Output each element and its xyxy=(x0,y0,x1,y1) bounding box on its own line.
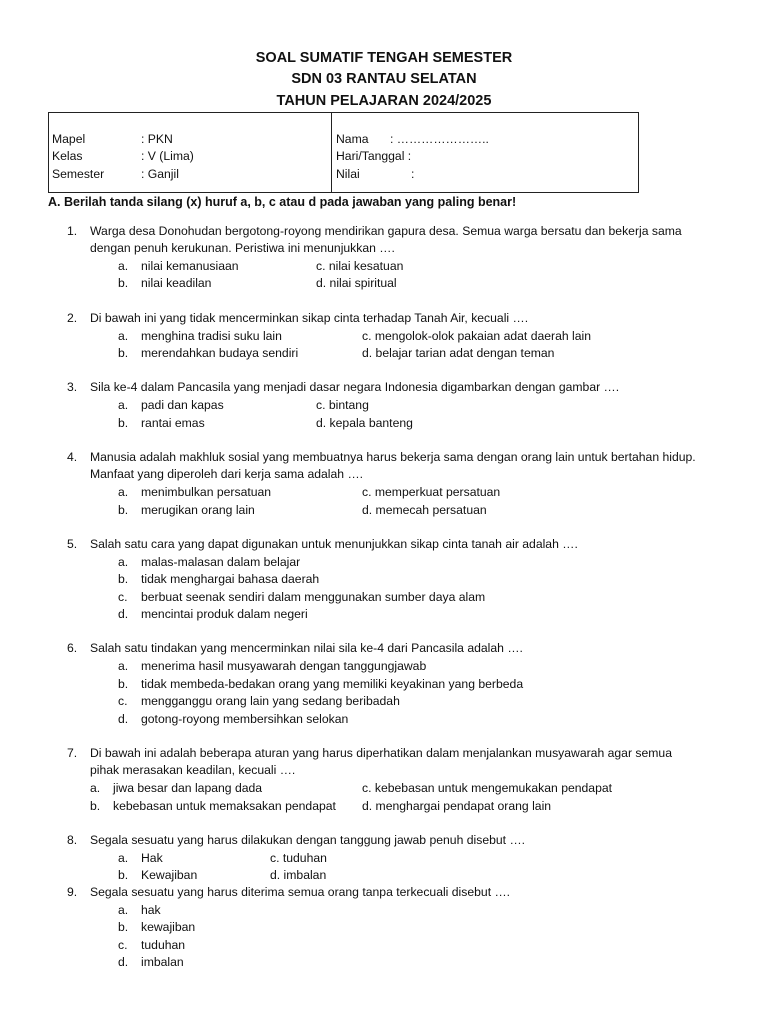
option-text[interactable]: imbalan xyxy=(141,955,184,969)
option-letter[interactable]: b. xyxy=(118,503,129,517)
nama-label: Nama xyxy=(336,132,369,146)
info-box-divider xyxy=(331,113,332,192)
question-text: Salah satu tindakan yang mencerminkan nilai sila ke-4 dari Pancasila adalah …. xyxy=(90,641,523,655)
academic-year: TAHUN PELAJARAN 2024/2025 xyxy=(276,93,492,109)
option-letter[interactable]: b. xyxy=(90,799,101,813)
option-text[interactable]: rantai emas xyxy=(141,416,205,430)
option-letter[interactable]: a. xyxy=(118,555,129,569)
option-text[interactable]: c. tuduhan xyxy=(270,851,327,865)
question-text: Manfaat yang diperoleh dari kerja sama adalah …. xyxy=(90,467,364,481)
option-text[interactable]: berbuat seenak sendiri dalam menggunakan sumber daya alam xyxy=(141,590,486,604)
option-letter[interactable]: a. xyxy=(90,781,101,795)
mapel-value: : PKN xyxy=(141,132,173,146)
option-text[interactable]: d. belajar tarian adat dengan teman xyxy=(362,346,555,360)
option-text[interactable]: c. mengolok-olok pakaian adat daerah lain xyxy=(362,329,592,343)
question-number: 5. xyxy=(67,537,78,551)
option-text[interactable]: c. nilai kesatuan xyxy=(316,259,404,273)
question-number: 7. xyxy=(67,746,78,760)
kelas-value: : V (Lima) xyxy=(141,149,194,163)
question-number: 1. xyxy=(67,224,78,238)
option-text[interactable]: d. nilai spiritual xyxy=(316,276,397,290)
question-text: Warga desa Donohudan bergotong-royong mendirikan gapura desa. Semua warga bersatu dan bekerja sama xyxy=(90,224,682,238)
question-text: Segala sesuatu yang harus diterima semua orang tanpa terkecuali disebut …. xyxy=(90,885,511,899)
option-letter[interactable]: c. xyxy=(118,694,128,708)
kelas-label: Kelas xyxy=(52,149,83,163)
option-letter[interactable]: d. xyxy=(118,955,129,969)
option-text[interactable]: mengganggu orang lain yang sedang beribadah xyxy=(141,694,400,708)
info-box xyxy=(48,112,639,193)
option-text[interactable]: c. bintang xyxy=(316,398,369,412)
question-text: pihak merasakan keadilan, kecuali …. xyxy=(90,763,296,777)
question-text: Di bawah ini adalah beberapa aturan yang harus diperhatikan dalam menjalankan musyawarah agar semua xyxy=(90,746,672,760)
option-text[interactable]: d. imbalan xyxy=(270,868,327,882)
option-letter[interactable]: a. xyxy=(118,903,129,917)
nilai-field[interactable]: : xyxy=(411,167,415,181)
option-letter[interactable]: d. xyxy=(118,607,129,621)
option-letter[interactable]: d. xyxy=(118,712,129,726)
option-letter[interactable]: a. xyxy=(118,659,129,673)
option-text[interactable]: tidak menghargai bahasa daerah xyxy=(141,572,320,586)
question-number: 8. xyxy=(67,833,78,847)
question-number: 3. xyxy=(67,380,78,394)
option-text[interactable]: padi dan kapas xyxy=(141,398,224,412)
option-text[interactable]: merugikan orang lain xyxy=(141,503,255,517)
option-letter[interactable]: b. xyxy=(118,346,129,360)
option-text[interactable]: menerima hasil musyawarah dengan tanggungjawab xyxy=(141,659,427,673)
option-text[interactable]: nilai keadilan xyxy=(141,276,212,290)
option-text[interactable]: nilai kemanusiaan xyxy=(141,259,239,273)
option-letter[interactable]: b. xyxy=(118,572,129,586)
option-letter[interactable]: c. xyxy=(118,590,128,604)
option-letter[interactable]: a. xyxy=(118,485,129,499)
option-letter[interactable]: a. xyxy=(118,329,129,343)
hari-tanggal-field[interactable]: Hari/Tanggal : xyxy=(336,149,412,163)
option-text[interactable]: c. kebebasan untuk mengemukakan pendapat xyxy=(362,781,613,795)
option-text[interactable]: tuduhan xyxy=(141,938,186,952)
option-text[interactable]: Kewajiban xyxy=(141,868,198,882)
option-letter[interactable]: b. xyxy=(118,868,129,882)
option-text[interactable]: malas-malasan dalam belajar xyxy=(141,555,301,569)
option-text[interactable]: Hak xyxy=(141,851,163,865)
option-letter[interactable]: a. xyxy=(118,259,129,273)
option-letter[interactable]: b. xyxy=(118,677,129,691)
option-letter[interactable]: a. xyxy=(118,851,129,865)
option-text[interactable]: merendahkan budaya sendiri xyxy=(141,346,299,360)
question-number: 9. xyxy=(67,885,78,899)
option-text[interactable]: menimbulkan persatuan xyxy=(141,485,272,499)
nilai-label: Nilai xyxy=(336,167,360,181)
question-number: 2. xyxy=(67,311,78,325)
question-number: 4. xyxy=(67,450,78,464)
section-a-instruction: A. Berilah tanda silang (x) huruf a, b, c atau d pada jawaban yang paling benar! xyxy=(48,195,517,209)
option-text[interactable]: kebebasan untuk memaksakan pendapat xyxy=(113,799,336,813)
option-text[interactable]: mencintai produk dalam negeri xyxy=(141,607,308,621)
school-name: SDN 03 RANTAU SELATAN xyxy=(291,71,477,87)
exam-title: SOAL SUMATIF TENGAH SEMESTER xyxy=(255,50,513,66)
option-text[interactable]: tidak membeda-bedakan orang yang memiliki keyakinan yang berbeda xyxy=(141,677,524,691)
option-text[interactable]: jiwa besar dan lapang dada xyxy=(113,781,263,795)
semester-value: : Ganjil xyxy=(141,167,179,181)
question-text: Salah satu cara yang dapat digunakan untuk menunjukkan sikap cinta tanah air adalah …. xyxy=(90,537,578,551)
question-text: Sila ke-4 dalam Pancasila yang menjadi dasar negara Indonesia digambarkan dengan gambar …. xyxy=(90,380,620,394)
option-text[interactable]: kewajiban xyxy=(141,920,196,934)
question-text: Di bawah ini yang tidak mencerminkan sikap cinta terhadap Tanah Air, kecuali …. xyxy=(90,311,529,325)
option-text[interactable]: gotong-royong membersihkan selokan xyxy=(141,712,349,726)
nama-field[interactable]: : ………………….. xyxy=(390,132,489,146)
question-text: Segala sesuatu yang harus dilakukan dengan tanggung jawab penuh disebut …. xyxy=(90,833,526,847)
option-letter[interactable]: a. xyxy=(118,398,129,412)
option-letter[interactable]: b. xyxy=(118,920,129,934)
option-text[interactable]: c. memperkuat persatuan xyxy=(362,485,501,499)
option-letter[interactable]: c. xyxy=(118,938,128,952)
option-text[interactable]: d. memecah persatuan xyxy=(362,503,487,517)
mapel-label: Mapel xyxy=(52,132,86,146)
option-text[interactable]: d. kepala banteng xyxy=(316,416,413,430)
option-text[interactable]: hak xyxy=(141,903,161,917)
option-letter[interactable]: b. xyxy=(118,416,129,430)
question-text: dengan penuh kerukunan. Peristiwa ini menunjukkan …. xyxy=(90,241,395,255)
option-letter[interactable]: b. xyxy=(118,276,129,290)
option-text[interactable]: d. menghargai pendapat orang lain xyxy=(362,799,552,813)
semester-label: Semester xyxy=(52,167,105,181)
question-text: Manusia adalah makhluk sosial yang membuatnya harus bekerja sama dengan orang lain untuk bertahan hidup. xyxy=(90,450,696,464)
question-number: 6. xyxy=(67,641,78,655)
option-text[interactable]: menghina tradisi suku lain xyxy=(141,329,282,343)
